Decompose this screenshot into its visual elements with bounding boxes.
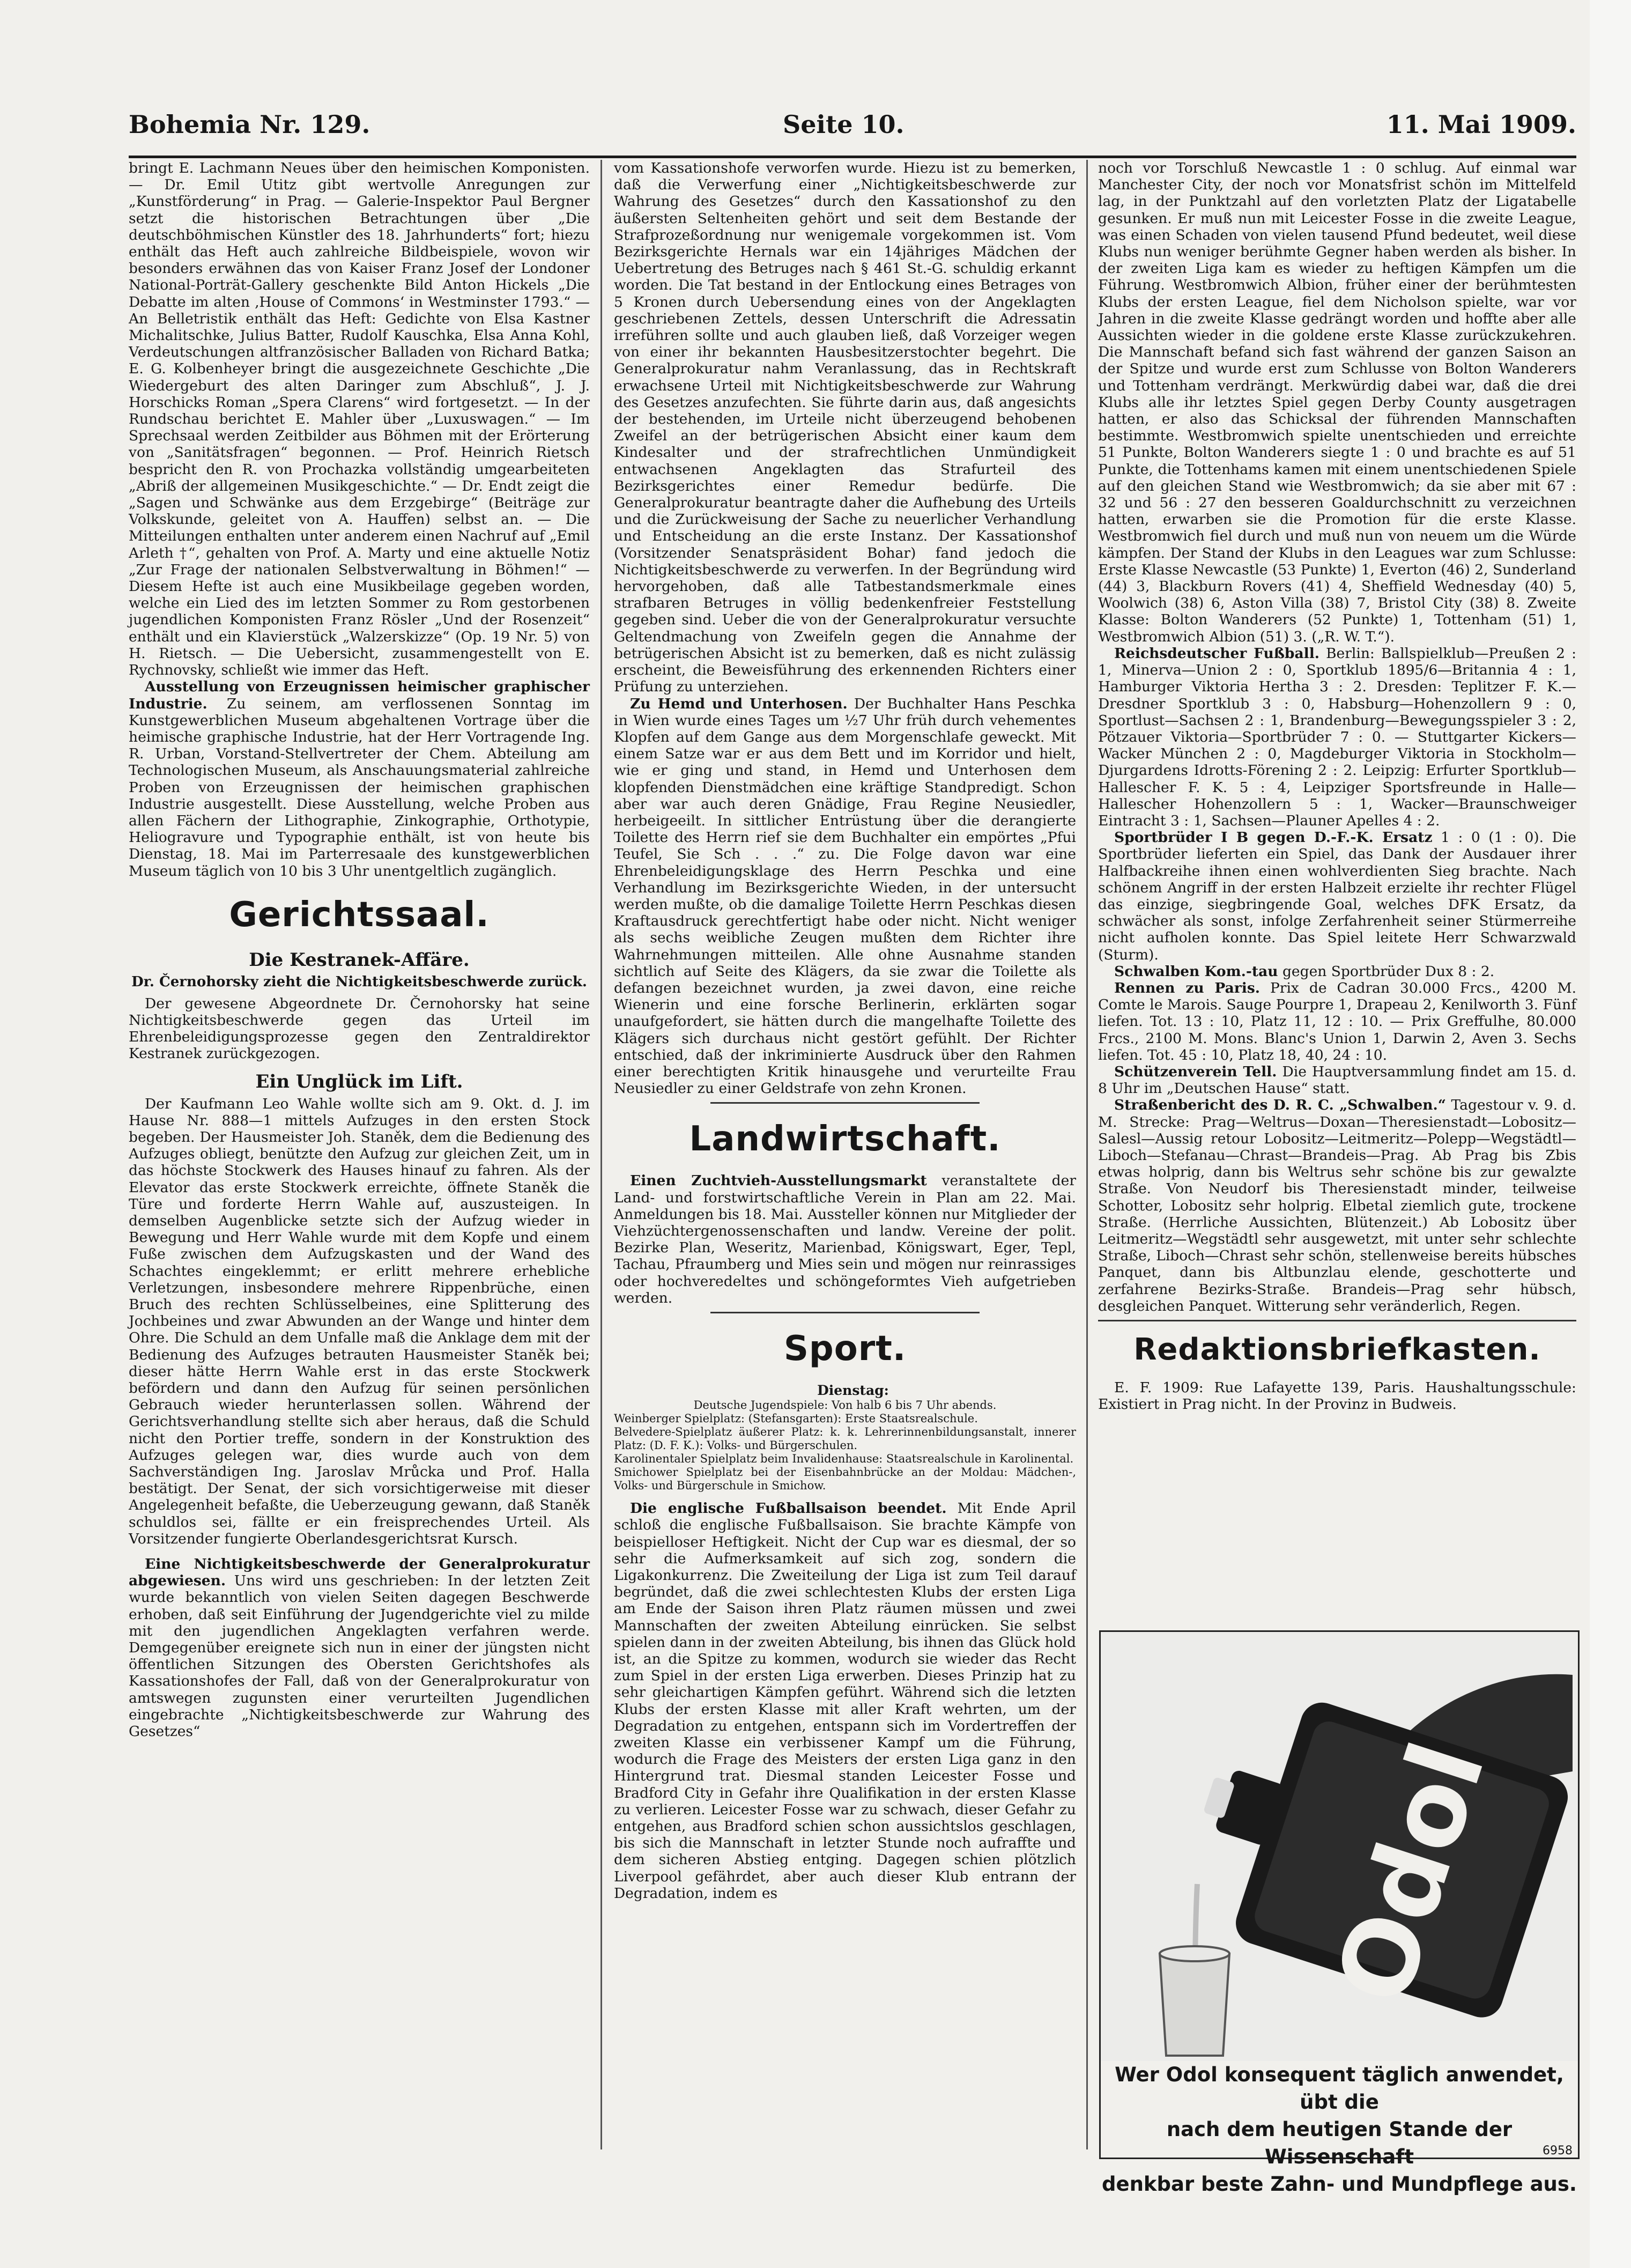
sport-schedule-item: Belvedere-Spielplatz äußerer Platz: k. k. Lehrerinnenbildungsanstalt, innerer Platz: (D. F. K.): Volks- und Bürgerschulen. [614,1425,1076,1452]
section-title: Sport. [783,1329,907,1369]
separator [710,1102,980,1104]
article-paragraph [1098,1063,1576,1097]
advertisement-slogan [1101,2061,1578,2198]
article-headline: Ein Unglück im Lift. [255,1070,463,1092]
article-paragraph [1098,1097,1576,1314]
article-text: veranstaltete der Land- und forstwirtschaftliche Verein in Plan am 22. Mai. Anmeldungen bis 18. Mai. Aussteller können nur Mitglieder der Viehzüchtergenossenschaften und landw. Vereine der polit. Bezirke Plan, Weseritz, Marienbad, Königswart, Eger, Tepl, Tachau, Pfraumberg und Mies sein und mögen nur reinrassiges oder hochveredeltes und schöngeformtes Vieh aufgetrieben werden. [614,1172,1076,1306]
column-divider [1086,160,1088,2149]
article-title: Schwalben Kom.-tau [1114,963,1278,980]
column-2 [614,160,1076,2156]
article-title: Reichsdeutscher Fußball. [1114,645,1319,662]
scan-margin [1590,0,1631,2268]
article-title: Die englische Fußballsaison beendet. [630,1500,947,1517]
article-text: Mit Ende April schloß die englische Fußballsaison. Sie brachte Kämpfe von beispielloser Heftigkeit. Nicht der Cup war es diesmal, der so sehr die Aufmerksamkeit auf sich zog, sondern die Ligakonkurrenz. Die Zweiteilung der Liga ist zum Teil darauf begründet, daß die zwei schlechtesten Klubs der ersten Liga am Ende der Saison ihren Platz räumen müssen und zwei Mannschaften der zweiten Abteilung einrücken. Sie selbst spielen dann in der zweiten Abteilung, bis ihnen das Glück hold ist, an die Spitze zu kommen, wodurch sie wieder das Recht zum Spiel in der ersten Liga erwerben. Dieses Prinzip hat zu sehr gleichartigen Kämpfen geführt. Während sich die letzten Klubs der ersten Klasse mit aller Kraft wehrten, um der Degradation zu entgehen, entspann sich im Vordertreffen der zweiten Klasse ein verbissener Kampf um die Führung, wodurch die Frage des Meisters der ersten Liga ganz in den Hintergrund trat. Diesmal standen Leicester Fosse und Bradford City in Gefahr ihre Qualifikation in der ersten Klasse zu verlieren. Leicester Fosse war zu schwach, dieser Gefahr zu entgehen, aus Bradford schien schon aussichtslos geschlagen, bis sich die Mannschaft in letzter Stunde noch aufraffte und dem sicheren Abstieg entging. Dagegen schien plötzlich Liverpool gefährdet, aber auch dieser Klub entrann der Degradation, indem es [614,1500,1076,1902]
article-text: Prix de Cadran 30.000 Frcs., 4200 M. Comte le Marois. Sauge Pourpre 1, Drapeau 2, Kenilworth 3. Fünf liefen. Tot. 13 : 10, Platz 11, 12 : 10. — Prix Greffulhe, 80.000 Frcs., 2100 M. Mons. Blanc's Union 1, Darwin 2, Aven 3. Sechs liefen. Tot. 45 : 10, Platz 18, 40, 24 : 10. [1098,979,1577,1063]
article-text: Zu seinem, am verflossenen Sonntag im Kunstgewerblichen Museum abgehaltenen Vortrage über die heimische graphische Industrie, hat der Herr Vortragende Ing. R. Urban, Vorstand-Stellvertreter der Chem. Abteilung am Technologischen Museum, als Anschauungsmaterial zahlreiche Proben von Erzeugnissen der heimischen graphischen Industrie ausgestellt. Diese Ausstellung, welche Proben aus allen Fächern der Lithographie, Zinkographie, Orthotypie, Heliogravure und Typographie enthält, ist von heute bis Dienstag, 18. Mai im Parterresaale des kunstgewerblichen Museum täglich von 10 bis 3 Uhr unentgeltlich zugänglich. [129,695,590,880]
odol-brand-lettering [1101,1632,1578,2061]
ad-line: nach dem heutigen Stande der Wissenschaft [1166,2118,1513,2168]
article-text: Die Hauptversammlung findet am 15. d. 8 Uhr im „Deutschen Hause“ statt. [1098,1063,1576,1097]
article-title: Zu Hemd und Unterhosen. [630,695,848,712]
header-date: 11. Mai 1909. [1386,110,1576,139]
article-paragraph [1098,829,1576,963]
article-title: Ausstellung von Erzeugnissen heimischer graphischer Industrie. [129,678,590,712]
column-1 [129,160,590,2156]
page-header [129,110,1576,147]
article-text: vom Kassationshofe verworfen wurde. Hiezu ist zu bemerken, daß die Verwerfung einer „Nichtigkeitsbeschwerde zur Wahrung des Gesetzes“ durch den Kassationshof zu den äußersten Seltenheiten gehört und seit dem Bestande der Strafprozeßordnung nur wenigemale vorgekommen ist. Vom Bezirksgerichte Hernals war ein 14jähriges Mädchen der Uebertretung des Betruges nach § 461 St.-G. schuldig erkannt worden. Die Tat bestand in der Entlockung eines Betrages von 5 Kronen durch Uebersendung eines von der Angeklagten geschriebenen Zettels, dessen Unterschrift die Adressatin irreführen sollte und auch glauben ließ, daß Vorzeiger wegen von einer ihr bekannten Hausbesitzerstochter begehrt. Die Generalprokuratur nahm Veranlassung, das in Rechtskraft erwachsene Urteil mit Nichtigkeitsbeschwerde zur Wahrung des Gesetzes anzufechten. Sie führte darin aus, daß angesichts der bestehenden, im Urteile nicht überzeugend behobenen Zweifel an der betrügerischen Absicht einer kaum dem Kindesalter und der strafrechtlichen Unmündigkeit entwachsenen Angeklagten das Strafurteil des Bezirksgerichtes einer Remedur bedürfe. Die Generalprokuratur beantragte daher die Aufhebung des Urteils und die Zurückweisung der Sache zu neuerlicher Verhandlung und Entscheidung an die erste Instanz. Der Kassationshof (Vorsitzender Senatspräsident Bohar) fand jedoch die Nichtigkeitsbeschwerde zu verwerfen. In der Begründung wird hervorgehoben, daß alle Tatbestandsmerkmale eines strafbaren Betruges in völlig bedenkenfreier Feststellung gegeben sind. Ueber die von der Generalprokuratur versuchte Geltendmachung von Zweifeln gegen die Annahme der betrügerischen Absicht ist zu bemerken, daß es nicht zulässig erscheint, die Beweisführung des erkennenden Richters einer Prüfung zu unterziehen. [614,160,1076,696]
article-paragraph [1098,980,1576,1063]
article-paragraph [1098,645,1576,829]
article-paragraph [129,1556,590,1740]
section-title: Redaktionsbriefkasten. [1133,1332,1541,1368]
article-paragraph [614,1500,1076,1902]
article-text: Der gewesene Abgeordnete Dr. Černohorsky hat seine Nichtigkeitsbeschwerde gegen das Urteil im Ehrenbeleidigungsprozesse gegen den Zentraldirektor Kestranek zurückgezogen. [129,995,590,1062]
article-text: bringt E. Lachmann Neues über den heimischen Komponisten. — Dr. Emil Utitz gibt wertvolle Anregungen zur „Kunstförderung“ in Prag. — Galerie-Inspektor Paul Bergner setzt die historischen Betrachtungen über „Die deutschböhmischen Künstler des 18. Jahrhunderts“ fort; hiezu enthält das Heft auch zahlreiche Bildbeispiele, wovon wir besonders erwähnen das von Kaiser Franz Josef der Londoner National-Porträt-Gallery geschenkte Bild Anton Hickels „Die Debatte im alten ‚House of Commons‘ in Westminster 1793.“ — An Belletristik enthält das Heft: Gedichte von Elsa Kastner Michalitschke, Julius Batter, Rudolf Kauschka, Elsa Anna Kohl, Verdeutschungen altfranzösischer Balladen von Richard Batka; E. G. Kolbenheyer bringt die ausgezeichnete Geschichte „Die Wiedergeburt des alten Daringer zum Abschluß“, J. J. Horschicks Roman „Spera Clarens“ wird fortgesetzt. — In der Rundschau berichtet E. Mahler über „Luxuswagen.“ — Im Sprechsaal werden Zeitbilder aus Böhmen mit der Erörterung von „Sanitätsfragen“ begonnen. — Prof. Heinrich Rietsch bespricht den R. von Prochazka vollständig umgearbeiteten „Abriß der allgemeinen Musikgeschichte.“ — Dr. Endt zeigt die „Sagen und Schwänke aus dem Erzgebirge“ (Beiträge zur Volkskunde, geleitet von A. Hauffen) selbst an. — Die Mitteilungen enthalten unter anderem einen Nachruf auf „Emil Arleth †“, gehalten von Prof. A. Marty und eine aktuelle Notiz „Zur Frage der nationalen Selbstverwaltung in Böhmen!“ — Diesem Hefte ist auch eine Musikbeilage gegeben worden, welche ein Lied des im letzten Sommer zu Rom gestorbenen jugendlichen Komponisten Franz Rösler „Und der Rosenzeit“ enthält und ein Klavierstück „Walzerskizze“ (Op. 19 Nr. 5) von H. Rietsch. — Die Uebersicht, zusammengestellt von E. Rychnovsky, schließt wie immer das Heft. [129,160,590,679]
article-text: Der Buchhalter Hans Peschka in Wien wurde eines Tages um ½7 Uhr früh durch vehementes Klopfen auf dem Gange aus dem Morgenschlafe geweckt. Mit einem Satze war er aus dem Bett und im Korridor und hielt, wie er ging und stand, in Hemd und Unterhosen dem klopfenden Dienstmädchen eine kräftige Standpredigt. Schon aber war auch deren Gnädige, Frau Regine Neusiedler, herbeigeeilt. In sittlicher Entrüstung über die derangierte Toilette des Herrn rief sie dem Buchhalter ein empörtes „Pfui Teufel, Sie Sch . . .“ zu. Die Folge davon war eine Ehrenbeleidigungsklage des Herrn Peschka und eine Verhandlung im Bezirksgerichte Wieden, in der untersucht werden mußte, ob die damalige Toilette Herrn Peschkas diesen Kraftausdruck gerechtfertigt habe oder nicht. Nicht weniger als sechs weibliche Zeugen mußten dem Richter ihre Wahrnehmungen mitteilen. Alle ohne Ausnahme standen sichtlich auf Seite des Klägers, da sie zwar die Toilette als defangen bezeichnet wurden, ja zwei davon, eine reiche Wienerin und eine forsche Berlinerin, erklärten sogar unaufgefordert, sie hätten durch die mangelhafte Toilette des Klägers sich durchaus nicht gestört gefühlt. Der Richter entschied, daß der inkriminierte Ausdruck über den Rahmen einer berechtigten Kritik hinausgehe und verurteilte Frau Neusiedler zu einer Geldstrafe von zehn Kronen. [614,695,1076,1097]
advertisement-code: 6958 [1543,2144,1573,2158]
article-title: Straßenbericht des D. R. C. „Schwalben.“ [1114,1097,1447,1114]
article-paragraph [614,696,1076,1097]
article-title: Rennen zu Paris. [1114,979,1260,996]
article-title: Sportbrüder I B gegen D.-F.-K. Ersatz [1114,829,1433,846]
article-headline: Die Kestranek-Affäre. [249,949,470,971]
article-text: gegen Sportbrüder Dux 8 : 2. [1278,963,1495,980]
section-title: Landwirtschaft. [689,1119,1001,1159]
header-rule [129,156,1576,158]
sport-schedule-item: Weinberger Spielplatz: (Stefansgarten): Erste Staatsrealschule. [614,1412,978,1425]
sport-schedule-heading: Deutsche Jugendspiele: Von halb 6 bis 7 Uhr abends. [693,1399,997,1412]
article-paragraph [614,1172,1076,1306]
sport-schedule-item: Karolinentaler Spielplatz beim Invalidenhause: Staatsrealschule in Karolinental. [614,1452,1074,1466]
article-text: noch vor Torschluß Newcastle 1 : 0 schlug. Auf einmal war Manchester City, der noch vor Monatsfrist schön im Mittelfeld lag, in der Punktzahl auf den vorletzten Platz der Ligatabelle gesunken. Er muß nun mit Leicester Fosse in die zweite League, was einen Schaden von vielen tausend Pfund bedeutet, weil diese Klubs nun weniger berühmte Gegner haben werden als bisher. In der zweiten Liga kam es wieder zu heftigen Kämpfen um die Führung. Westbromwich Albion, früher einer der berühmtesten Klubs der ersten League, fiel dem Nicholson spielte, war vor Jahren in die zweite Klasse gedrängt worden und hoffte aber alle Aussichten wieder in die goldene erste Klasse zurückzukehren. Die Mannschaft befand sich fast während der ganzen Saison an der Spitze und wurde erst zum Schlusse von Bolton Wanderers und Tottenham verdrängt. Merkwürdig dabei war, daß die drei Klubs alle ihr letztes Spiel gegen Derby County ausgetragen hatten, er also das Schicksal der führenden Mannschaften bestimmte. Westbromwich spielte unentschieden und erreichte 51 Punkte, Bolton Wanderers siegte 1 : 0 und brachte es auf 51 Punkte, die Tottenhams kamen mit einem unentschiedenen Spiele auf den gleichen Stand wie Westbromwich; da sie aber mit 67 : 32 und 56 : 27 den besseren Goaldurchschnitt zu verzeichnen hatten, erwarben sie die Promotion für die erste Klasse. Westbromwich fiel durch und muß nun von neuem um die Würde kämpfen. Der Stand der Klubs in den Leagues war zum Schlusse: Erste Klasse Newcastle (53 Punkte) 1, Everton (46) 2, Sunderland (44) 3, Blackburn Rovers (41) 4, Sheffield Wednesday (40) 5, Woolwich (38) 6, Aston Villa (38) 7, Bristol City (38) 8. Zweite Klasse: Bolton Wanderers (52 Punkte) 1, Tottenham (51) 1, Westbromwich Albion (51) 3. („R. W. T.“). [1098,160,1576,645]
article-text: Der Kaufmann Leo Wahle wollte sich am 9. Okt. d. J. im Hause Nr. 888—1 mittels Aufzuges in den ersten Stock begeben. Der Hausmeister Joh. Staněk, dem die Bedienung des Aufzuges obliegt, benützte den Aufzug zur gleichen Zeit, um in das höchste Stockwerk des Hauses hinauf zu fahren. Als der Elevator das erste Stockwerk erreichte, öffnete Staněk die Türe und forderte Herrn Wahle auf, auszusteigen. In demselben Augenblicke setzte sich der Aufzug wieder in Bewegung und Herr Wahle wurde mit dem Kopfe und einem Fuße zwischen dem Aufzugskasten und der Wand des Schachtes eingeklemmt; er erlitt mehrere erhebliche Verletzungen, insbesondere mehrere Rippenbrüche, einen Bruch des rechten Schlüsselbeines, eine Splitterung des Jochbeines und zwar Abwunden an der Wange und hinter dem Ohre. Die Schuld an dem Unfalle maß die Anklage dem mit der Bedienung des Aufzuges betrauten Hausmeister Staněk bei; dieser hätte Herrn Wahle erst in das erste Stockwerk befördern und dann den Aufzug für seinen persönlichen Gebrauch wieder herunterlassen sollen. Während der Gerichtsverhandlung stellte sich aber heraus, daß die Schuld nicht den Portier treffe, sondern in der Konstruktion des Aufzuges gelegen war, dies wurde auch von dem Sachverständigen Ing. Jaroslav Mrůcka und Prof. Halla bestätigt. Der Senat, der sich vorsichtigerweise mit dieser Angelegenheit befaßte, die Ueberzeugung gewann, daß Staněk schuldlos sei, fällte er ein freisprechendes Urteil. Als Vorsitzender fungierte Oberlandesgerichtsrat Kursch. [129,1095,590,1547]
article-text: Berlin: Ballspielklub—Preußen 2 : 1, Minerva—Union 2 : 0, Sportklub 1895/6—Britannia 4 : 1, Hamburger Viktoria Hertha 3 : 2. Dresden: Teplitzer F. K.—Dresdner Sportklub 3 : 0, Habsburg—Hohenzollern 9 : 0, Sportlust—Sachsen 2 : 1, Brandenburg—Bewegungsspieler 3 : 2, Pötzauer Viktoria—Sportbrüder 7 : 0. — Stuttgarter Kickers—Wacker München 2 : 0, Magdeburger Viktoria in Stockholm—Djurgardens Idrotts-Förening 2 : 2. Leipzig: Erfurter Sportklub—Hallescher F. K. 5 : 4, Leipziger Sportsfreunde in Halle—Hallescher Hohenzollern 5 : 1, Wacker—Braunschweiger Eintracht 3 : 1, Sachsen—Plauner Apelles 4 : 2. [1098,645,1576,829]
article-paragraph [1098,963,1576,980]
header-page-number: Seite 10. [783,110,905,139]
sport-day: Dienstag: [817,1383,889,1398]
ad-line: denkbar beste Zahn- und Mundpflege aus. [1102,2173,1577,2196]
header-publication: Bohemia Nr. 129. [129,110,370,139]
svg-text:Odol: Odol [1313,1729,1508,2018]
article-text: 1 : 0 (1 : 0). Die Sportbrüder lieferten ein Spiel, das Dank der Ausdauer ihrer Halfbackreihe ihnen einen wohlverdienten Sieg brachte. Nach schönem Angriff in der ersten Halbzeit erzielte ihr rechter Flügel das einzige, siegbringende Goal, welches DFK Ersatz, da schwächer als sonst, infolge Zerfahrenheit seiner Stürmerreihe nicht aufholen konnte. Das Spiel leitete Herr Schwarzwald (Sturm). [1098,829,1576,963]
article-text: Uns wird uns geschrieben: In der letzten Zeit wurde bekanntlich von vielen Seiten dagegen Beschwerde erhoben, daß seit Einführung der Jugendgerichte viel zu milde mit den jugendlichen Angeklagten verfahren werde. Demgegenüber ereignete sich nun in einer der jüngsten nicht öffentlichen Sitzungen des Obersten Gerichtshofes als Kassationshofes der Fall, daß von der Generalprokuratur von amtswegen zugunsten einer verurteilten Jugendlichen eingebrachte „Nichtigkeitsbeschwerde zur Wahrung des Gesetzes“ [129,1572,590,1740]
article-paragraph [129,678,590,879]
article-title: Schützenverein Tell. [1114,1063,1277,1080]
separator [1098,1320,1576,1321]
column-3 [1098,160,1576,1624]
article-title: Eine Nichtigkeitsbeschwerde der Generalprokuratur abgewiesen. [129,1556,590,1590]
article-title: Einen Zuchtvieh-Ausstellungsmarkt [630,1172,927,1190]
column-divider [600,160,602,2149]
section-title: Gerichtssaal. [229,895,490,935]
ad-line: Wer Odol konsequent täglich anwendet, übt die [1115,2063,1564,2114]
separator [710,1312,980,1313]
article-subheadline: Dr. Černohorsky zieht die Nichtigkeitsbeschwerde zurück. [131,973,587,990]
article-text: E. F. 1909: Rue Lafayette 139, Paris. Haushaltungsschule: Existiert in Prag nicht. In der Provinz in Budweis. [1098,1379,1576,1413]
odol-advertisement [1099,1630,1580,2196]
sport-schedule-item: Smichower Spielplatz bei der Eisenbahnbrücke an der Moldau: Mädchen-, Volks- und Bürgerschule in Smichow. [614,1466,1076,1493]
article-text: Tagestour v. 9. d. M. Strecke: Prag—Weltrus—Doxan—Theresienstadt—Lobositz—Salesl—Aussig retour Lobositz—Leitmeritz—Polepp—Wegstädtl—Liboch—Stefanau—Chrast—Brandeis—Prag. Ab Prag bis Zbis etwas holprig, dann bis Weltrus sehr schöne bis zur gewalzte Straße. Von Neudorf bis Theresienstadt minder, teilweise Schotter, Lobositz sehr holprig. Elbetal ziemlich gute, trockene Straße. (Herrliche Aussichten, Blütenzeit.) Ab Lobositz über Leitmeritz—Wegstädtl sehr ausgewetzt, mit unter sehr schlechte Straße, Liboch—Chrast sehr schön, stellenweise bereits hübsches Panquet, dann bis Altbunzlau elende, geschotterte und zerfahrene Bezirks-Straße. Brandeis—Prag sehr hübsch, desgleichen Panquet. Witterung sehr veränderlich, Regen. [1098,1097,1576,1314]
